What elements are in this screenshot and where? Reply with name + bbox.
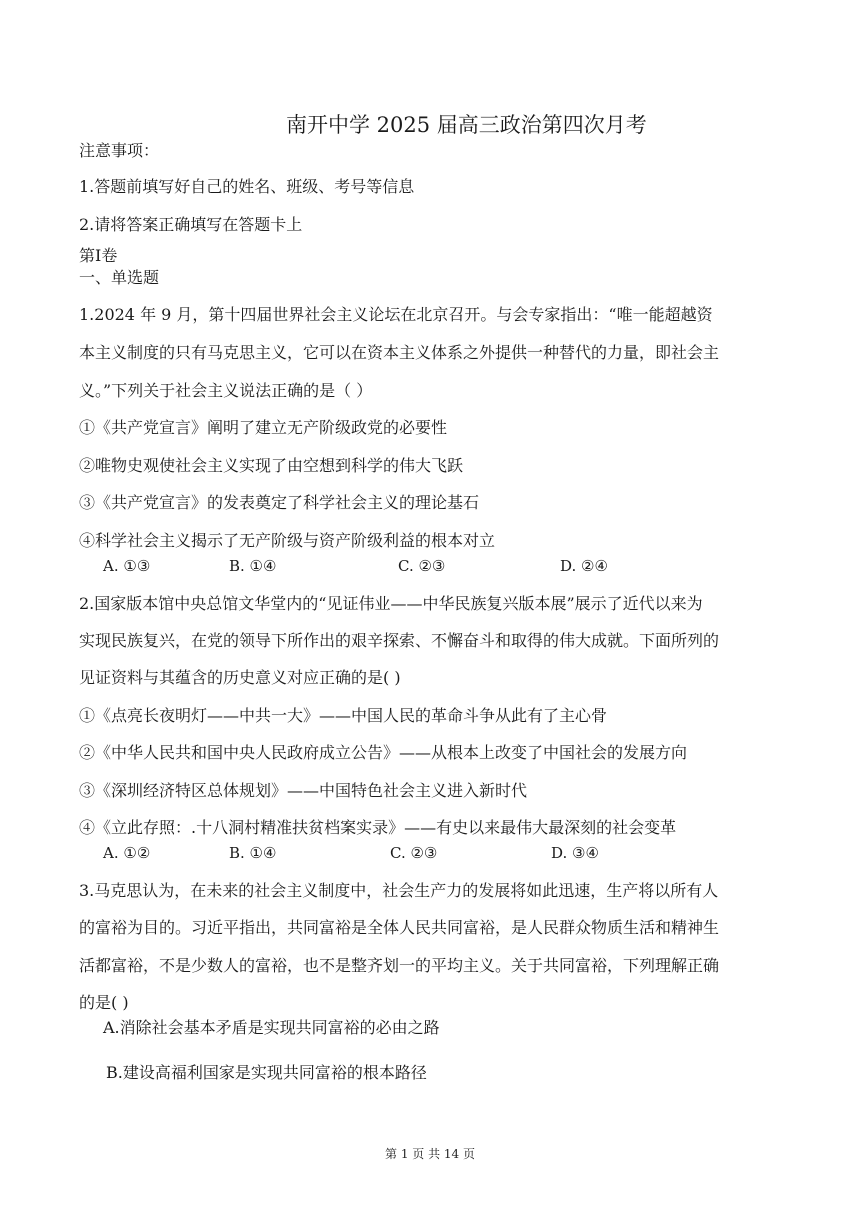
statement: ②《中华人民共和国中央人民政府成立公告》——从根本上改变了中国社会的发展方向 <box>79 743 688 762</box>
question-text: 1.2024 年 9 月，第十四届世界社会主义论坛在北京召开。与会专家指出：“唯一能超越资 <box>79 305 713 324</box>
question-text: 实现民族复兴，在党的领导下所作出的艰辛探索、不懈奋斗和取得的伟大成就。下面所列的 <box>79 631 720 650</box>
notice-heading: 注意事项： <box>79 141 160 160</box>
statement: ③《深圳经济特区总体规划》——中国特色社会主义进入新时代 <box>79 781 528 800</box>
option-d: D. ②④ <box>560 557 608 575</box>
statement: ①《共产党宣言》阐明了建立无产阶级政党的必要性 <box>79 418 448 437</box>
question-text: 活都富裕，不是少数人的富裕，也不是整齐划一的平均主义。关于共同富裕，下列理解正确 <box>79 956 720 975</box>
statement: ④《立此存照：.十八洞村精准扶贫档案实录》——有史以来最伟大最深刻的社会变革 <box>79 818 677 837</box>
option-a: A.消除社会基本矛盾是实现共同富裕的必由之路 <box>103 1018 440 1037</box>
option-b: B. ①④ <box>229 844 277 862</box>
question-text: 2.国家版本馆中央总馆文华堂内的“见证伟业——中华民族复兴版本展”展示了近代以来为 <box>79 594 703 613</box>
notice-item: 1.答题前填写好自己的姓名、班级、考号等信息 <box>79 177 415 196</box>
page-title: 南开中学 2025 届高三政治第四次月考 <box>286 113 647 137</box>
section-heading: 一、单选题 <box>79 268 160 287</box>
question-text: 义。”下列关于社会主义说法正确的是（ ） <box>79 381 373 400</box>
option-c: C. ②③ <box>398 557 446 575</box>
question-text: 3.马克思认为，在未来的社会主义制度中，社会生产力的发展将如此迅速，生产将以所有人 <box>79 881 719 900</box>
volume-heading: 第Ⅰ卷 <box>79 246 118 265</box>
option-c: C. ②③ <box>390 844 438 862</box>
option-a: A. ①③ <box>103 557 151 575</box>
option-a: A. ①② <box>103 844 151 862</box>
option-d: D. ③④ <box>551 844 599 862</box>
notice-item: 2.请将答案正确填写在答题卡上 <box>79 215 303 234</box>
statement: ③《共产党宣言》的发表奠定了科学社会主义的理论基石 <box>79 493 480 512</box>
statement: ①《点亮长夜明灯——中共一大》——中国人民的革命斗争从此有了主心骨 <box>79 706 608 725</box>
question-text: 见证资料与其蕴含的历史意义对应正确的是( ) <box>79 668 401 687</box>
page-footer: 第 1 页 共 14 页 <box>385 1147 475 1161</box>
option-b: B. ①④ <box>229 557 277 575</box>
question-text: 本主义制度的只有马克思主义，它可以在资本主义体系之外提供一种替代的力量，即社会主 <box>79 343 720 362</box>
question-text: 的富裕为目的。习近平指出，共同富裕是全体人民共同富裕，是人民群众物质生活和精神生 <box>79 918 720 937</box>
statement: ④科学社会主义揭示了无产阶级与资产阶级利益的根本对立 <box>79 531 496 550</box>
option-b: B.建设高福利国家是实现共同富裕的根本路径 <box>106 1063 427 1082</box>
statement: ②唯物史观使社会主义实现了由空想到科学的伟大飞跃 <box>79 456 464 475</box>
question-text: 的是( ) <box>79 993 129 1012</box>
